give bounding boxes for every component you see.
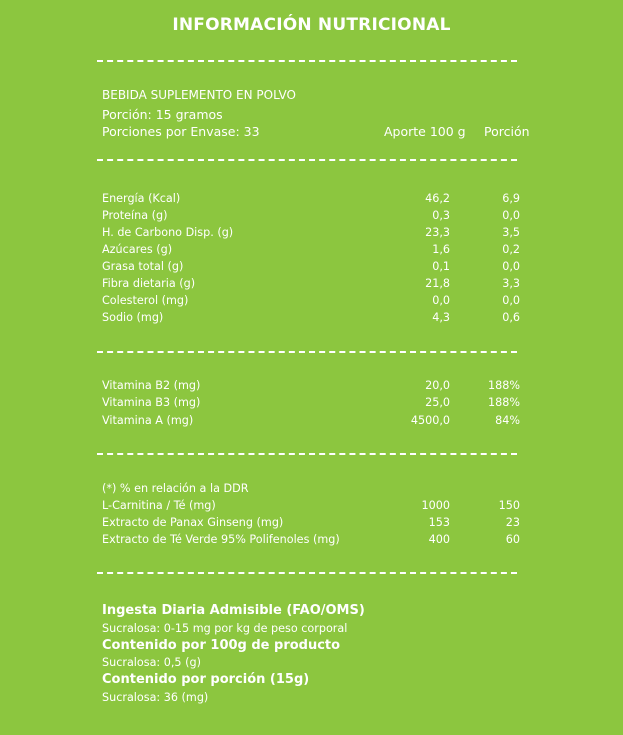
row-value-100g: 1000 [421, 499, 450, 512]
row-value-portion: 0,0 [502, 260, 520, 273]
row-value-100g: 23,3 [425, 226, 450, 239]
row-value-100g: 46,2 [425, 192, 450, 205]
per100-title: Contenido por 100g de producto [102, 638, 341, 653]
divider [97, 159, 517, 161]
per100-text: Sucralosa: 0,5 (g) [102, 656, 201, 669]
portion-text: Sucralosa: 36 (mg) [102, 691, 209, 704]
row-value-100g: 20,0 [425, 379, 450, 392]
row-value-portion: 0,2 [502, 243, 520, 256]
row-label: Proteína (g) [102, 209, 168, 222]
portion-size: Porción: 15 gramos [102, 107, 223, 122]
table-row [102, 311, 532, 328]
row-value-100g: 4,3 [432, 311, 450, 324]
table-row [102, 499, 532, 516]
row-value-100g: 1,6 [432, 243, 450, 256]
table-row [102, 192, 532, 209]
row-label: Colesterol (mg) [102, 294, 189, 307]
table-row [102, 379, 532, 396]
row-value-100g: 0,3 [432, 209, 450, 222]
table-row [102, 260, 532, 277]
row-value-portion: 3,5 [502, 226, 520, 239]
table-row [102, 533, 532, 550]
row-value-portion: 84% [495, 414, 520, 427]
row-value-portion: 6,9 [502, 192, 520, 205]
row-value-100g: 4500,0 [410, 414, 450, 427]
table-row [102, 277, 532, 294]
table-row [102, 516, 532, 533]
row-value-100g: 0,1 [432, 260, 450, 273]
column-header-portion: Porción [484, 124, 530, 139]
row-value-portion: 0,0 [502, 294, 520, 307]
table-row [102, 226, 532, 243]
row-label: Sodio (mg) [102, 311, 164, 324]
table-row [102, 243, 532, 260]
row-value-100g: 153 [428, 516, 450, 529]
product-name: BEBIDA SUPLEMENTO EN POLVO [102, 88, 296, 102]
portion-title: Contenido por porción (15g) [102, 672, 310, 687]
row-label: Vitamina B2 (mg) [102, 379, 201, 392]
row-label: L-Carnitina / Té (mg) [102, 499, 216, 512]
table-row [102, 414, 532, 431]
divider [97, 351, 517, 353]
row-value-portion: 23 [505, 516, 520, 529]
ddr-note: (*) % en relación a la DDR [102, 482, 249, 495]
row-value-100g: 0,0 [432, 294, 450, 307]
row-value-portion: 0,0 [502, 209, 520, 222]
ida-text: Sucralosa: 0-15 mg por kg de peso corporal [102, 622, 348, 635]
row-value-portion: 188% [488, 396, 520, 409]
servings-per-container: Porciones por Envase: 33 [102, 124, 260, 139]
row-value-portion: 0,6 [502, 311, 520, 324]
row-value-portion: 188% [488, 379, 520, 392]
row-value-portion: 60 [505, 533, 520, 546]
row-value-portion: 150 [498, 499, 520, 512]
ida-title: Ingesta Diaria Admisible (FAO/OMS) [102, 603, 365, 618]
row-value-100g: 25,0 [425, 396, 450, 409]
divider [97, 60, 517, 62]
divider [97, 453, 517, 455]
column-header-100g: Aporte 100 g [384, 124, 466, 139]
row-label: Extracto de Panax Ginseng (mg) [102, 516, 284, 529]
table-row [102, 209, 532, 226]
row-label: H. de Carbono Disp. (g) [102, 226, 234, 239]
row-label: Grasa total (g) [102, 260, 184, 273]
row-label: Vitamina A (mg) [102, 414, 194, 427]
row-label: Extracto de Té Verde 95% Polifenoles (mg) [102, 533, 340, 546]
row-value-100g: 21,8 [425, 277, 450, 290]
table-row [102, 396, 532, 413]
divider [97, 572, 517, 574]
row-value-portion: 3,3 [502, 277, 520, 290]
table-row [102, 294, 532, 311]
row-label: Vitamina B3 (mg) [102, 396, 201, 409]
row-value-100g: 400 [428, 533, 450, 546]
row-label: Fibra dietaria (g) [102, 277, 196, 290]
row-label: Azúcares (g) [102, 243, 173, 256]
row-label: Energía (Kcal) [102, 192, 181, 205]
page-title: INFORMACIÓN NUTRICIONAL [172, 15, 451, 35]
